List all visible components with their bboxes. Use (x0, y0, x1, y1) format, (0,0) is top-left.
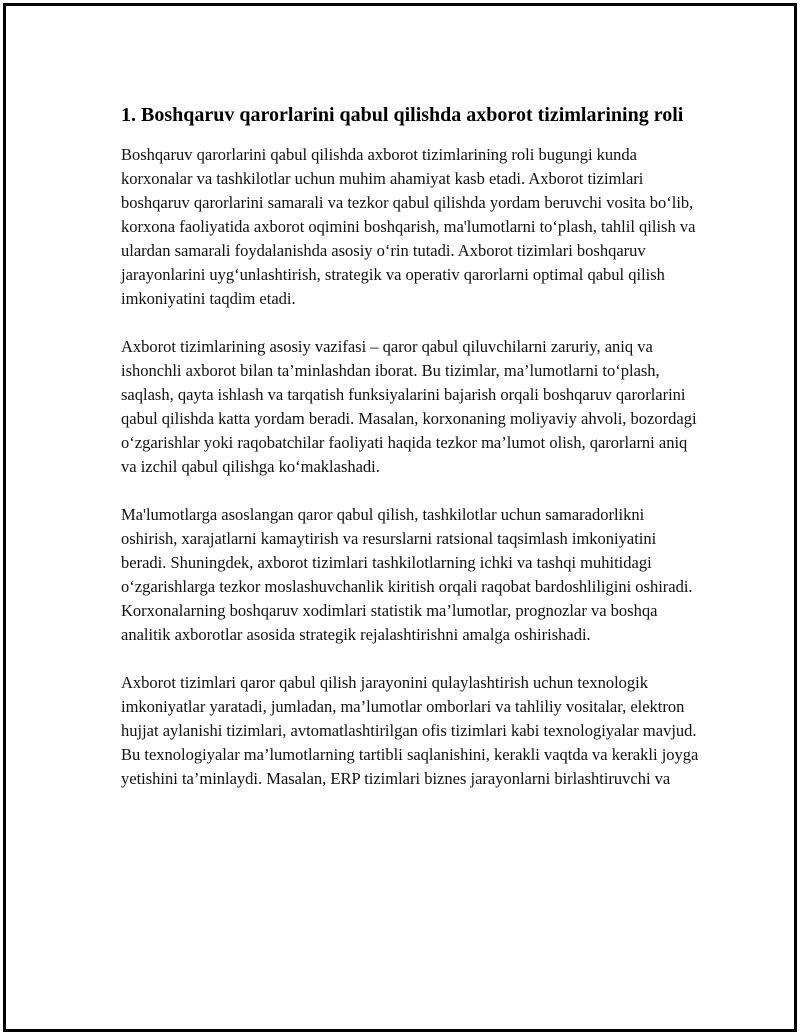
page-frame (3, 3, 797, 1032)
document-body (121, 101, 701, 791)
paragraph-3: Ma'lumotlarga asoslangan qaror qabul qilish, tashkilotlar uchun samaradorlikni oshirish, xarajatlarni kamaytirish va resurslarni ratsional taqsimlash imkoniyatini beradi. Shuningdek, axborot tizimlari tashkilotlarning ichki va tashqi muhitidagi o‘zgarishlarga tezkor moslashuvchanlik kiritish orqali raqobat bardoshliligini oshiradi. Korxonalarning boshqaruv xodimlari statistik ma’lumotlar, prognozlar va boshqa analitik axborotlar asosida strategik rejalashtirishni amalga oshirishadi. (121, 505, 693, 644)
paragraph-2: Axborot tizimlarining asosiy vazifasi – qaror qabul qiluvchilarni zaruriy, aniq va ishonchli axborot bilan ta’minlashdan iborat. Bu tizimlar, ma’lumotlarni to‘plash, saqlash, qayta ishlash va tarqatish funksiyalarini bajarish orqali boshqaruv qarorlarini qabul qilishda katta yordam beradi. Masalan, korxonaning moliyaviy ahvoli, bozordagi o‘zgarishlar yoki raqobatchilar faoliyati haqida tezkor ma’lumot olish, qarorlarni aniq va izchil qabul qilishga ko‘maklashadi. (121, 337, 697, 476)
paragraph-4: Axborot tizimlari qaror qabul qilish jarayonini qulaylashtirish uchun texnologik imkoniyatlar yaratadi, jumladan, ma’lumotlar omborlari va tahliliy vositalar, elektron hujjat aylanishi tizimlari, avtomatlashtirilgan ofis tizimlari kabi texnologiyalar mavjud. Bu texnologiyalar ma’lumotlarning tartibli saqlanishini, kerakli vaqtda va kerakli joyga yetishini ta’minlaydi. Masalan, ERP tizimlari biznes jarayonlarni birlashtiruvchi va (121, 673, 699, 788)
paragraph-1: Boshqaruv qarorlarini qabul qilishda axborot tizimlarining roli bugungi kunda korxonalar va tashkilotlar uchun muhim ahamiyat kasb etadi. Axborot tizimlari boshqaruv qarorlarini samarali va tezkor qabul qilishda yordam beruvchi vosita bo‘lib, korxona faoliyatida axborot oqimini boshqarish, ma'lumotlarni to‘plash, tahlil qilish va ulardan samarali foydalanishda asosiy o‘rin tutadi. Axborot tizimlari boshqaruv jarayonlarini uyg‘unlashtirish, strategik va operativ qarorlarni optimal qabul qilish imkoniyatini taqdim etadi. (121, 145, 696, 308)
section-heading: 1. Boshqaruv qarorlarini qabul qilishda axborot tizimlarining roli (121, 104, 684, 126)
